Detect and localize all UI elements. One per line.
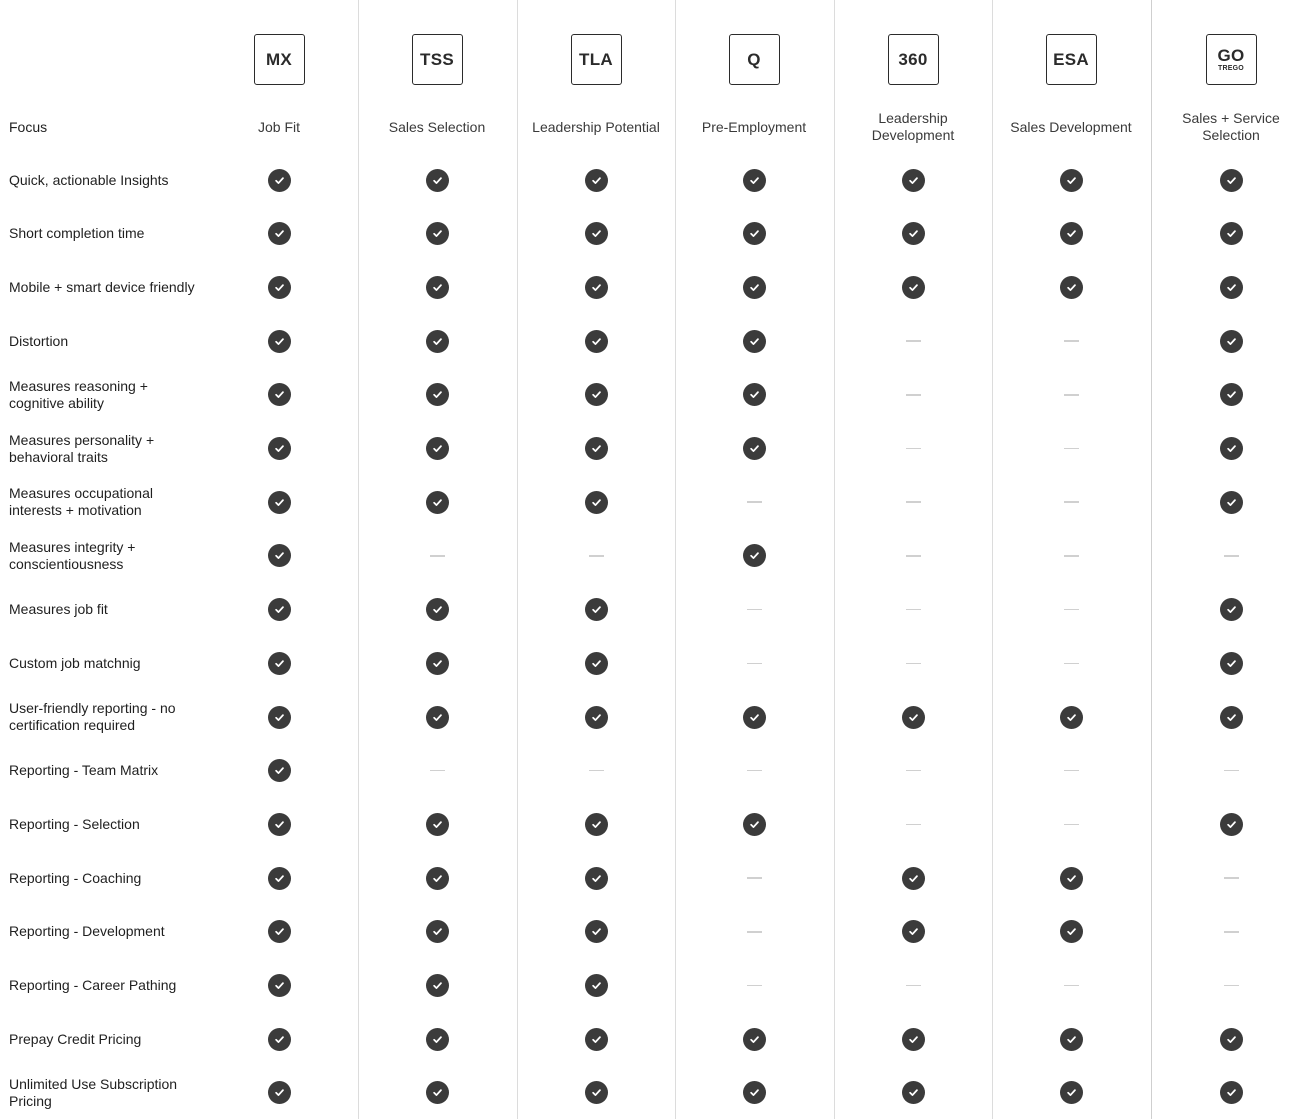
check-icon (268, 974, 291, 997)
dash-icon (747, 663, 762, 665)
check-icon (585, 222, 608, 245)
check-icon (585, 706, 608, 729)
check-icon (426, 1081, 449, 1104)
check-icon (743, 437, 766, 460)
product-focus-tla: Leadership Potential (532, 118, 660, 135)
dash-icon (430, 770, 445, 772)
check-icon (268, 330, 291, 353)
check-icon (268, 813, 291, 836)
dash-icon (747, 770, 762, 772)
check-icon (1220, 1028, 1243, 1051)
check-icon (426, 598, 449, 621)
feature-label: Measures personality + behavioral traits (9, 431, 155, 465)
check-icon (1220, 169, 1243, 192)
dash-icon (1064, 501, 1079, 503)
check-icon (585, 652, 608, 675)
check-icon (426, 330, 449, 353)
check-icon (743, 1028, 766, 1051)
feature-label: Measures reasoning + cognitive ability (9, 377, 148, 411)
check-icon (268, 1081, 291, 1104)
check-icon (1060, 867, 1083, 890)
dash-icon (747, 931, 762, 933)
dash-icon (1064, 555, 1079, 557)
feature-label: Distortion (9, 332, 69, 349)
check-icon (902, 1028, 925, 1051)
product-focus-esa: Sales Development (1010, 118, 1132, 135)
column-divider (992, 0, 993, 1119)
feature-label: User-friendly reporting - no certification required (9, 700, 176, 733)
dash-icon (1064, 394, 1079, 396)
check-icon (585, 1028, 608, 1051)
check-icon (426, 974, 449, 997)
dash-icon (589, 770, 604, 772)
product-logo-tss (412, 34, 463, 85)
dash-icon (906, 555, 921, 557)
dash-icon (1064, 770, 1079, 772)
check-icon (1060, 222, 1083, 245)
dash-icon (1064, 663, 1079, 665)
dash-icon (906, 448, 921, 450)
check-icon (268, 491, 291, 514)
check-icon (426, 383, 449, 406)
dash-icon (1064, 609, 1079, 611)
check-icon (426, 706, 449, 729)
check-icon (1060, 276, 1083, 299)
check-icon (743, 544, 766, 567)
check-icon (1060, 706, 1083, 729)
product-logo-360 (888, 34, 939, 85)
check-icon (426, 491, 449, 514)
check-icon (426, 867, 449, 890)
feature-label: Short completion time (9, 225, 145, 242)
dash-icon (1224, 770, 1239, 772)
product-logo-text: 360 (898, 50, 928, 69)
dash-icon (1224, 877, 1239, 879)
check-icon (743, 169, 766, 192)
product-logo-text: MX (265, 50, 293, 69)
check-icon (585, 1081, 608, 1104)
check-icon (426, 437, 449, 460)
dash-icon (906, 501, 921, 503)
dash-icon (430, 555, 445, 557)
focus-label: Focus (9, 118, 48, 135)
product-logo-text: ESA (1053, 50, 1089, 69)
check-icon (1220, 813, 1243, 836)
check-icon (268, 169, 291, 192)
feature-label: Unlimited Use Subscription Pricing (9, 1075, 178, 1109)
check-icon (268, 1028, 291, 1051)
feature-label: Reporting - Team Matrix (9, 762, 159, 779)
dash-icon (906, 663, 921, 665)
feature-label: Measures occupational interests + motivation (9, 485, 153, 519)
product-focus-q: Pre-Employment (701, 118, 807, 135)
dash-icon (589, 555, 604, 557)
product-logo-go (1206, 34, 1257, 85)
check-icon (268, 920, 291, 943)
check-icon (426, 222, 449, 245)
check-icon (1060, 1081, 1083, 1104)
check-icon (902, 706, 925, 729)
dash-icon (906, 985, 921, 987)
check-icon (585, 437, 608, 460)
check-icon (1220, 330, 1243, 353)
check-icon (585, 383, 608, 406)
check-icon (268, 652, 291, 675)
column-divider (834, 0, 835, 1119)
dash-icon (1224, 931, 1239, 933)
product-logo-esa (1046, 34, 1097, 85)
check-icon (585, 169, 608, 192)
check-icon (902, 222, 925, 245)
check-icon (902, 276, 925, 299)
feature-label: Prepay Credit Pricing (9, 1030, 142, 1047)
check-icon (902, 920, 925, 943)
dash-icon (1064, 448, 1079, 450)
check-icon (1220, 598, 1243, 621)
check-icon (268, 222, 291, 245)
dash-icon (1064, 824, 1079, 826)
dash-icon (747, 985, 762, 987)
dash-icon (1224, 555, 1239, 557)
check-icon (268, 437, 291, 460)
check-icon (426, 813, 449, 836)
check-icon (426, 169, 449, 192)
check-icon (743, 1081, 766, 1104)
dash-icon (906, 340, 921, 342)
check-icon (1060, 169, 1083, 192)
check-icon (268, 706, 291, 729)
product-focus-tss: Sales Selection (388, 118, 486, 135)
check-icon (743, 383, 766, 406)
check-icon (1220, 383, 1243, 406)
dash-icon (906, 824, 921, 826)
dash-icon (1224, 985, 1239, 987)
product-logo-text: GO (1217, 45, 1245, 65)
dash-icon (906, 394, 921, 396)
check-icon (426, 276, 449, 299)
product-logo-subtext: TREGO (1218, 64, 1244, 72)
feature-label: Reporting - Coaching (9, 869, 142, 886)
check-icon (268, 867, 291, 890)
product-logo-text: TSS (420, 50, 454, 69)
check-icon (585, 867, 608, 890)
check-icon (268, 598, 291, 621)
product-focus-go: Sales + Service Selection (1182, 110, 1280, 143)
column-divider (358, 0, 359, 1119)
column-divider (517, 0, 518, 1119)
dash-icon (906, 770, 921, 772)
check-icon (1220, 706, 1243, 729)
check-icon (585, 974, 608, 997)
feature-label: Reporting - Selection (9, 815, 140, 832)
check-icon (426, 1028, 449, 1051)
product-logo-mx (254, 34, 305, 85)
column-divider (1151, 0, 1152, 1119)
check-icon (268, 276, 291, 299)
feature-label: Measures job fit (9, 601, 108, 618)
feature-label: Quick, actionable Insights (9, 171, 169, 188)
check-icon (426, 920, 449, 943)
check-icon (743, 706, 766, 729)
feature-label: Custom job matchnig (9, 654, 141, 671)
check-icon (585, 598, 608, 621)
check-icon (585, 920, 608, 943)
check-icon (1060, 1028, 1083, 1051)
check-icon (743, 813, 766, 836)
check-icon (585, 813, 608, 836)
product-logo-text: TLA (579, 50, 613, 69)
dash-icon (1064, 340, 1079, 342)
feature-label: Measures integrity + conscientiousness (9, 538, 136, 572)
check-icon (1060, 920, 1083, 943)
dash-icon (747, 501, 762, 503)
check-icon (426, 652, 449, 675)
check-icon (743, 276, 766, 299)
check-icon (743, 222, 766, 245)
product-logo-text: Q (747, 50, 761, 69)
dash-icon (747, 877, 762, 879)
dash-icon (906, 609, 921, 611)
column-divider (675, 0, 676, 1119)
check-icon (743, 330, 766, 353)
product-logo-tla (571, 34, 622, 85)
check-icon (1220, 652, 1243, 675)
check-icon (268, 759, 291, 782)
check-icon (902, 169, 925, 192)
dash-icon (1064, 985, 1079, 987)
check-icon (585, 330, 608, 353)
product-logo-q (729, 34, 780, 85)
check-icon (585, 276, 608, 299)
check-icon (268, 383, 291, 406)
check-icon (268, 544, 291, 567)
check-icon (1220, 276, 1243, 299)
check-icon (902, 1081, 925, 1104)
feature-label: Reporting - Career Pathing (9, 977, 177, 993)
check-icon (1220, 491, 1243, 514)
check-icon (1220, 437, 1243, 460)
check-icon (585, 491, 608, 514)
feature-label: Mobile + smart device friendly (9, 278, 195, 295)
product-focus-360: Leadership Development (871, 110, 955, 143)
check-icon (902, 867, 925, 890)
product-focus-mx: Job Fit (257, 118, 300, 135)
check-icon (1220, 1081, 1243, 1104)
dash-icon (747, 609, 762, 611)
feature-label: Reporting - Development (9, 923, 165, 940)
check-icon (1220, 222, 1243, 245)
